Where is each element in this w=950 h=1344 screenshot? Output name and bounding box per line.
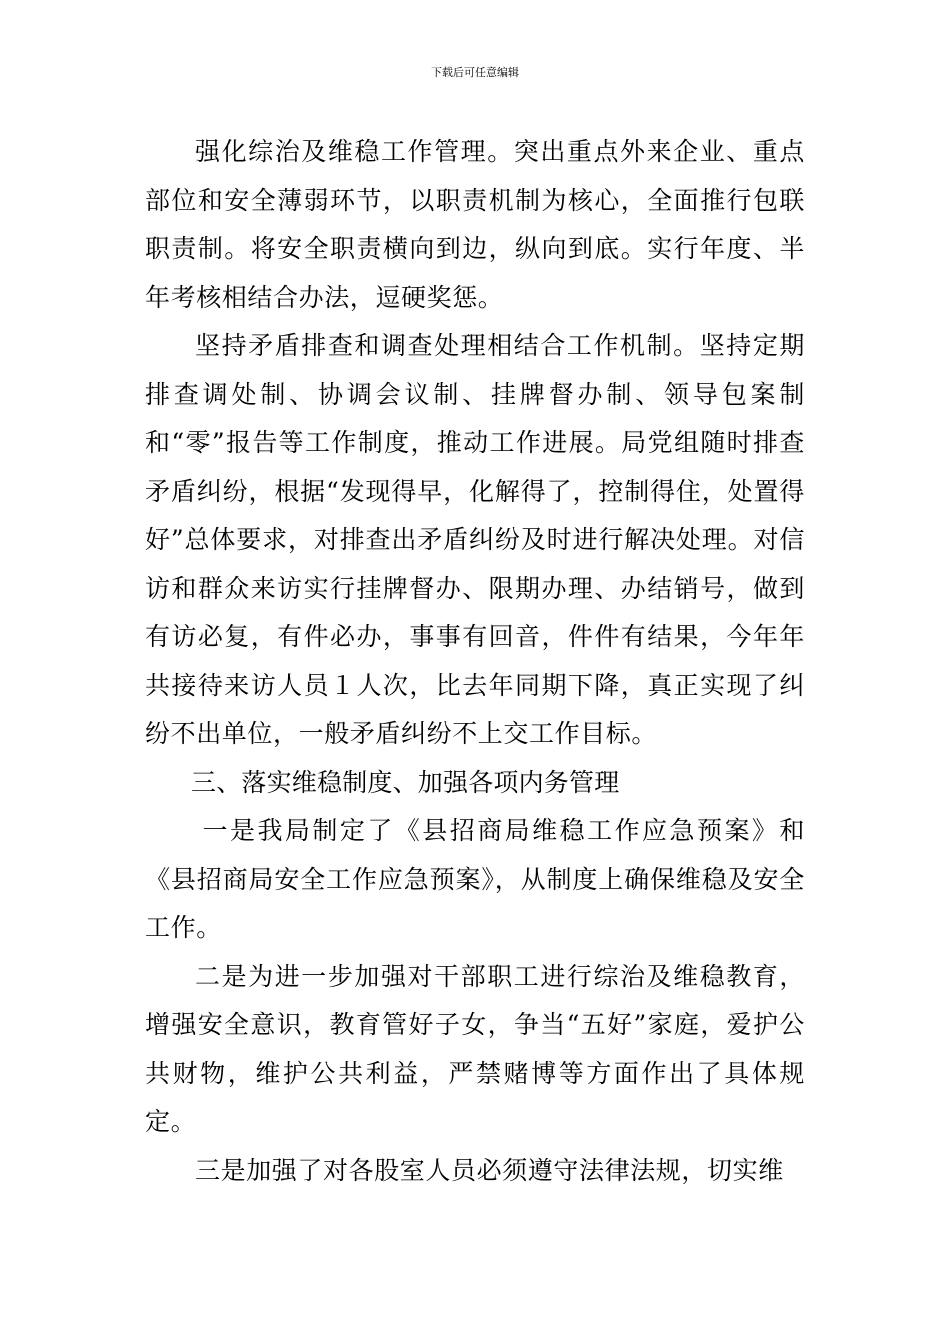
paragraph-item-two: 二是为进一步加强对干部职工进行综治及维稳教育，增强安全意识，教育管好子女，争当“五好”家庭，爱护公共财物，维护公共利益，严禁赌博等方面作出了具体规定。 <box>145 961 805 1136</box>
paragraph-item-three: 三是加强了对各股室人员必须遵守法律法规，切实维 <box>195 1155 784 1185</box>
page-header: 下载后可任意编辑 <box>431 66 519 79</box>
paragraph-dispute-mechanism: 坚持矛盾排查和调查处理相结合工作机制。坚持定期排查调处制、协调会议制、挂牌督办制、领导包案制和“零”报告等工作制度，推动工作进展。局党组随时排查矛盾纠纷，根据“发现得早，化解得了，控制得住，处置得好”总体要求，对排查出矛盾纠纷及时进行解决处理。对信访和群众来访实行挂牌督办、限期办理、办结销号，做到有访必复，有件必办，事事有回音，件件有结果，今年年共接待来访人员１人次，比去年同期下降，真正实现了纠纷不出单位，一般矛盾纠纷不上交工作目标。 <box>145 331 805 748</box>
paragraph-comprehensive-management: 强化综治及维稳工作管理。突出重点外来企业、重点部位和安全薄弱环节，以职责机制为核心，全面推行包联职责制。将安全职责横向到边，纵向到底。实行年度、半年考核相结合办法，逗硬奖惩。 <box>145 137 805 312</box>
document-body <box>145 128 805 1195</box>
paragraph-item-one: 一是我局制定了《县招商局维稳工作应急预案》和《县招商局安全工作应急预案》，从制度上确保维稳及安全工作。 <box>145 816 805 942</box>
section-heading: 三、落实维稳制度、加强各项内务管理 <box>191 767 620 797</box>
